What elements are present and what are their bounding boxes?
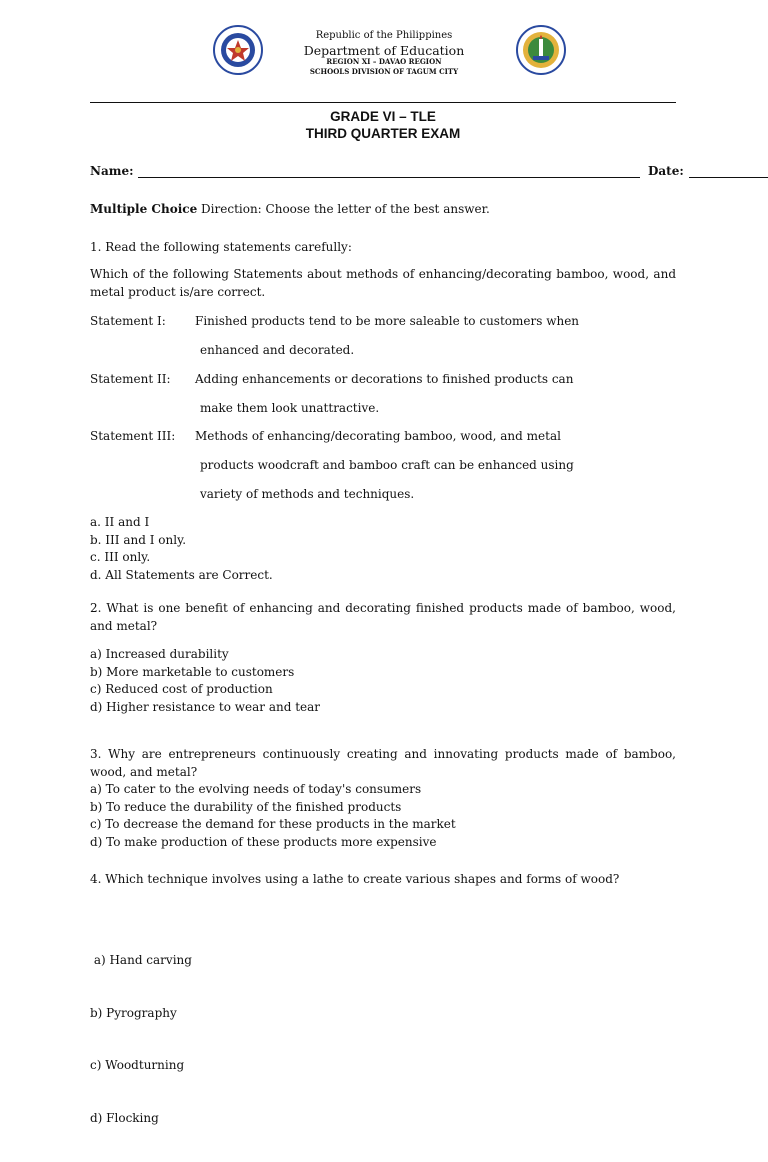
- q4-prompt: 4. Which technique involves using a lathe to create various shapes and forms of wood?: [90, 872, 620, 886]
- statement1-line2: enhanced and decorated.: [200, 343, 355, 357]
- statement3-label: Statement III:: [90, 429, 176, 443]
- statement2-label: Statement II:: [90, 372, 171, 386]
- q2-option-a[interactable]: a) Increased durability: [90, 647, 229, 661]
- q1-option-b[interactable]: b. III and I only.: [90, 532, 187, 547]
- q3-options: [90, 781, 456, 851]
- q3-option-b[interactable]: b) To reduce the durability of the finished products: [90, 799, 402, 814]
- republic-text: Republic of the Philippines: [315, 30, 453, 41]
- division-seal-icon: [516, 25, 566, 75]
- statement2-line2: make them look unattractive.: [200, 401, 380, 415]
- date-label: Date:: [648, 164, 684, 178]
- statement1-label: Statement I:: [90, 314, 166, 328]
- name-label: Name:: [90, 164, 134, 178]
- statement2-line1: Adding enhancements or decorations to finished products can: [195, 372, 574, 386]
- date-field[interactable]: [689, 177, 768, 178]
- q3-option-a[interactable]: a) To cater to the evolving needs of today's consumers: [90, 782, 422, 796]
- direction-text: Direction: Choose the letter of the best answer.: [201, 202, 490, 216]
- q1-options: [90, 514, 273, 584]
- exam-title: THIRD QUARTER EXAM: [305, 126, 461, 141]
- q4-option-c[interactable]: c) Woodturning: [90, 1058, 185, 1072]
- statement3-line2: products woodcraft and bamboo craft can be enhanced using: [200, 458, 574, 472]
- q4-option-a[interactable]: a) Hand carving: [90, 953, 192, 967]
- name-field[interactable]: [138, 177, 640, 178]
- q1-option-c[interactable]: c. III only.: [90, 550, 151, 564]
- q3-prompt: 3. Why are entrepreneurs continuously creating and innovating products made of bamboo, wood, and metal?: [90, 747, 676, 779]
- q1-option-d[interactable]: d. All Statements are Correct.: [90, 567, 273, 582]
- department-text: Department of Education: [303, 43, 465, 58]
- q4-option-d[interactable]: d) Flocking: [90, 1110, 159, 1125]
- q2-option-b[interactable]: b) More marketable to customers: [90, 664, 295, 679]
- section-title: Multiple Choice: [90, 202, 198, 216]
- division-text: SCHOOLS DIVISION OF TAGUM CITY: [309, 67, 459, 76]
- q2-option-c[interactable]: c) Reduced cost of production: [90, 682, 273, 696]
- q3-option-c[interactable]: c) To decrease the demand for these products in the market: [90, 817, 456, 831]
- grade-title: GRADE VI – TLE: [330, 109, 436, 124]
- region-text: REGION XI – DAVAO REGION: [326, 57, 442, 66]
- q1-prompt: Which of the following Statements about methods of enhancing/decorating bamboo, wood, and metal product is/are correct.: [90, 267, 676, 299]
- q3-option-d[interactable]: d) To make production of these products more expensive: [90, 834, 437, 849]
- q1-intro: 1. Read the following statements carefully:: [90, 240, 352, 254]
- statement3-line1: Methods of enhancing/decorating bamboo, wood, and metal: [195, 429, 561, 443]
- q4-options: [90, 917, 192, 1162]
- header-divider: [90, 102, 676, 103]
- name-date-row: [90, 164, 684, 182]
- statement1-line1: Finished products tend to be more saleable to customers when: [195, 314, 580, 328]
- q1-option-a[interactable]: a. II and I: [90, 515, 150, 529]
- statement3-line3: variety of methods and techniques.: [200, 487, 415, 501]
- q2-prompt: 2. What is one benefit of enhancing and decorating finished products made of bamboo, wood, and metal?: [90, 601, 676, 633]
- q2-option-d[interactable]: d) Higher resistance to wear and tear: [90, 699, 321, 714]
- directions: [90, 201, 490, 219]
- q4-option-b[interactable]: b) Pyrography: [90, 1005, 177, 1020]
- q2-options: [90, 646, 320, 716]
